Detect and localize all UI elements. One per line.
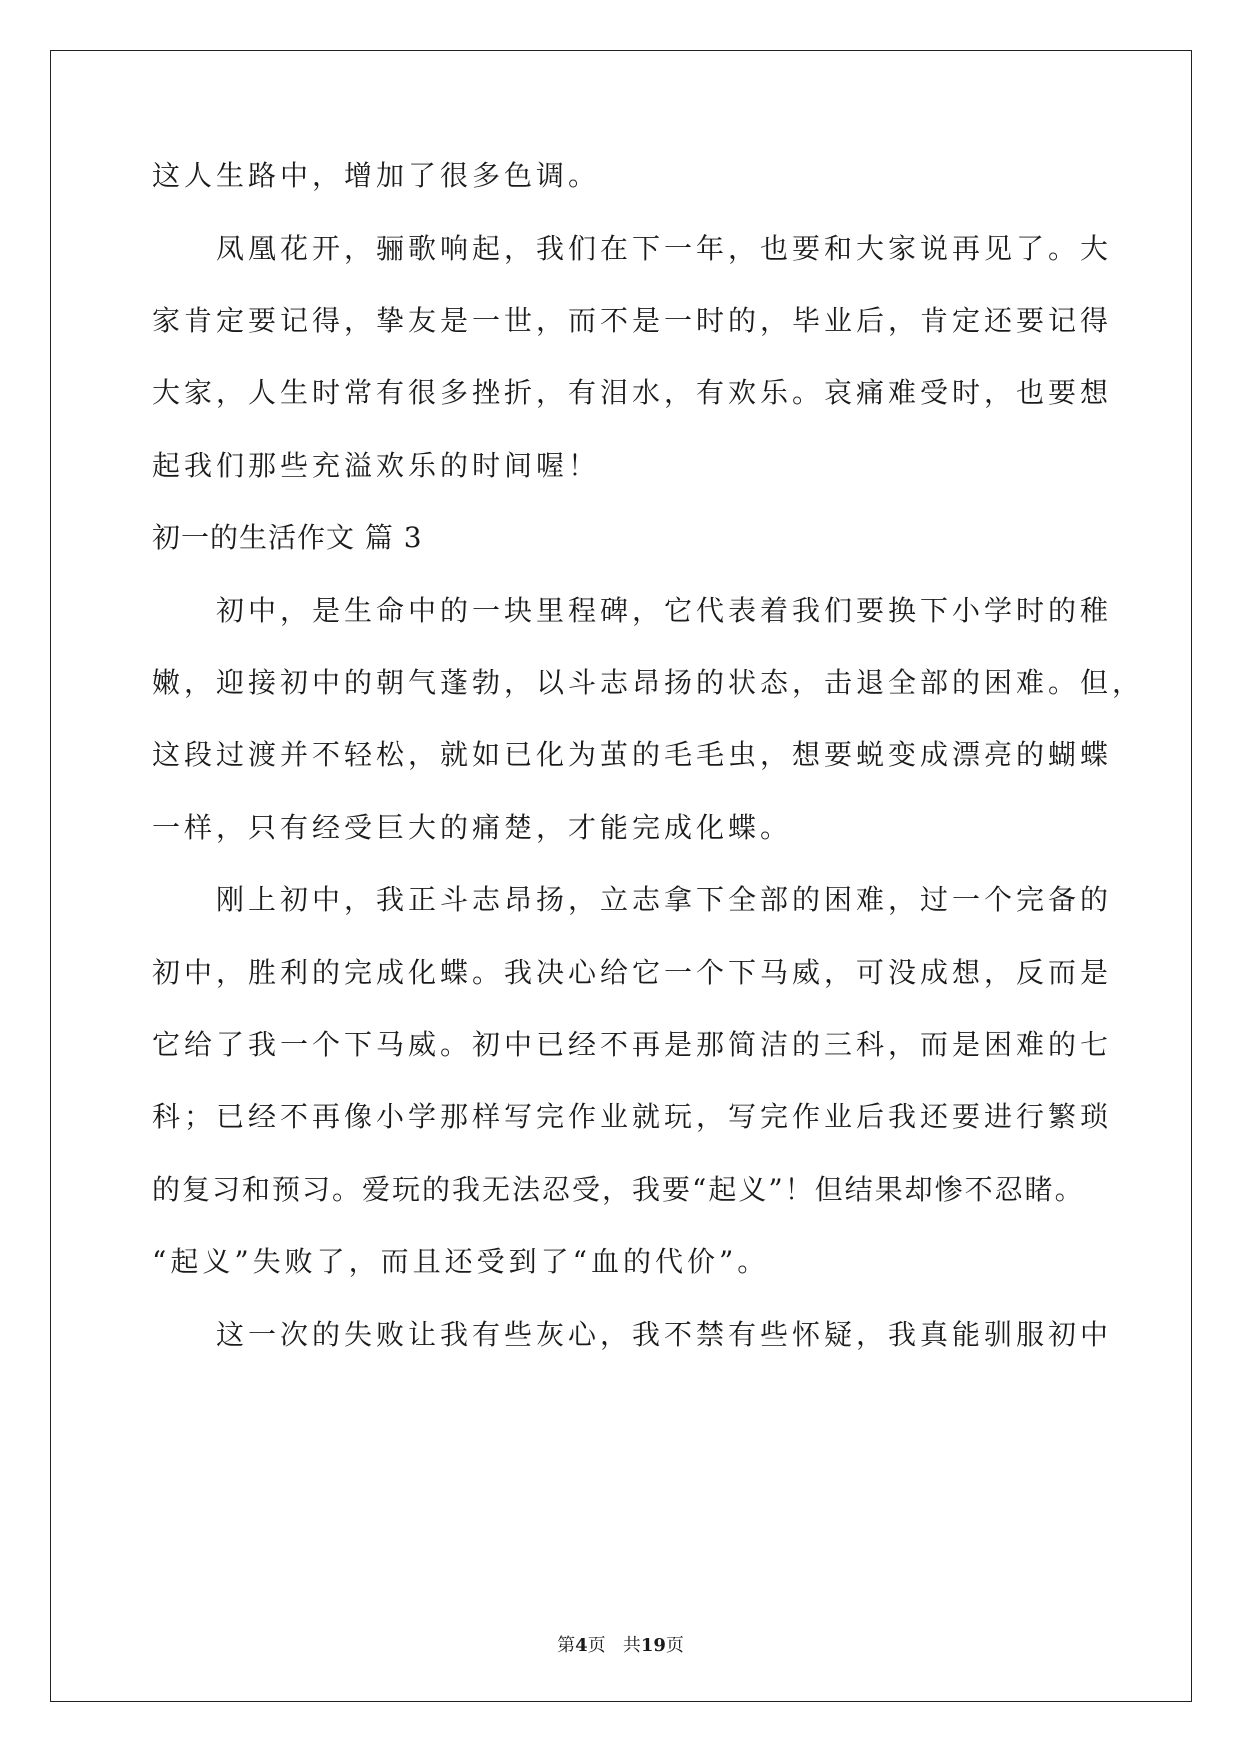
text-line: 一样，只有经受巨大的痛楚，才能完成化蝶。	[152, 811, 793, 844]
footer-page-suffix: 页	[587, 1635, 606, 1656]
text-line: 凤凰花开，骊歌响起，我们在下一年，也要和大家说再见了。大	[216, 232, 1113, 265]
footer-page-number: 4	[575, 1635, 588, 1656]
text-line: 起我们那些充溢欢乐的时间喔！	[152, 449, 601, 482]
text-line: 这段过渡并不轻松，就如已化为茧的毛毛虫，想要蜕变成漂亮的蝴蝶	[152, 738, 1113, 771]
page-footer	[0, 1635, 1241, 1657]
text-line: “起义”失败了，而且还受到了“血的代价”。	[152, 1245, 770, 1278]
text-line: 嫩，迎接初中的朝气蓬勃，以斗志昂扬的状态，击退全部的困难。但，	[152, 666, 1145, 699]
text-line: 大家，人生时常有很多挫折，有泪水，有欢乐。哀痛难受时，也要想	[152, 376, 1113, 409]
text-line: 它给了我一个下马威。初中已经不再是那简洁的三科，而是困难的七	[152, 1028, 1113, 1061]
text-line: 这人生路中，增加了很多色调。	[152, 159, 601, 192]
text-line: 刚上初中，我正斗志昂扬，立志拿下全部的困难，过一个完备的	[216, 883, 1113, 916]
page-frame	[50, 50, 1192, 1702]
text-line: 的复习和预习。爱玩的我无法忍受，我要“起义”！但结果却惨不忍睹。	[152, 1173, 1085, 1206]
footer-total-pages: 19	[640, 1635, 666, 1656]
text-line: 初中，胜利的完成化蝶。我决心给它一个下马威，可没成想，反而是	[152, 956, 1113, 989]
text-line: 家肯定要记得，挚友是一世，而不是一时的，毕业后，肯定还要记得	[152, 304, 1113, 337]
section-heading: 初一的生活作文 篇 3	[152, 521, 423, 554]
footer-prefix: 第	[557, 1635, 576, 1656]
footer-total-prefix: 共	[622, 1635, 641, 1656]
text-line: 科；已经不再像小学那样写完作业就玩，写完作业后我还要进行繁琐	[152, 1100, 1113, 1133]
text-line: 这一次的失败让我有些灰心，我不禁有些怀疑，我真能驯服初中	[216, 1318, 1113, 1351]
footer-total-suffix: 页	[665, 1635, 684, 1656]
text-line: 初中，是生命中的一块里程碑，它代表着我们要换下小学时的稚	[216, 594, 1113, 627]
